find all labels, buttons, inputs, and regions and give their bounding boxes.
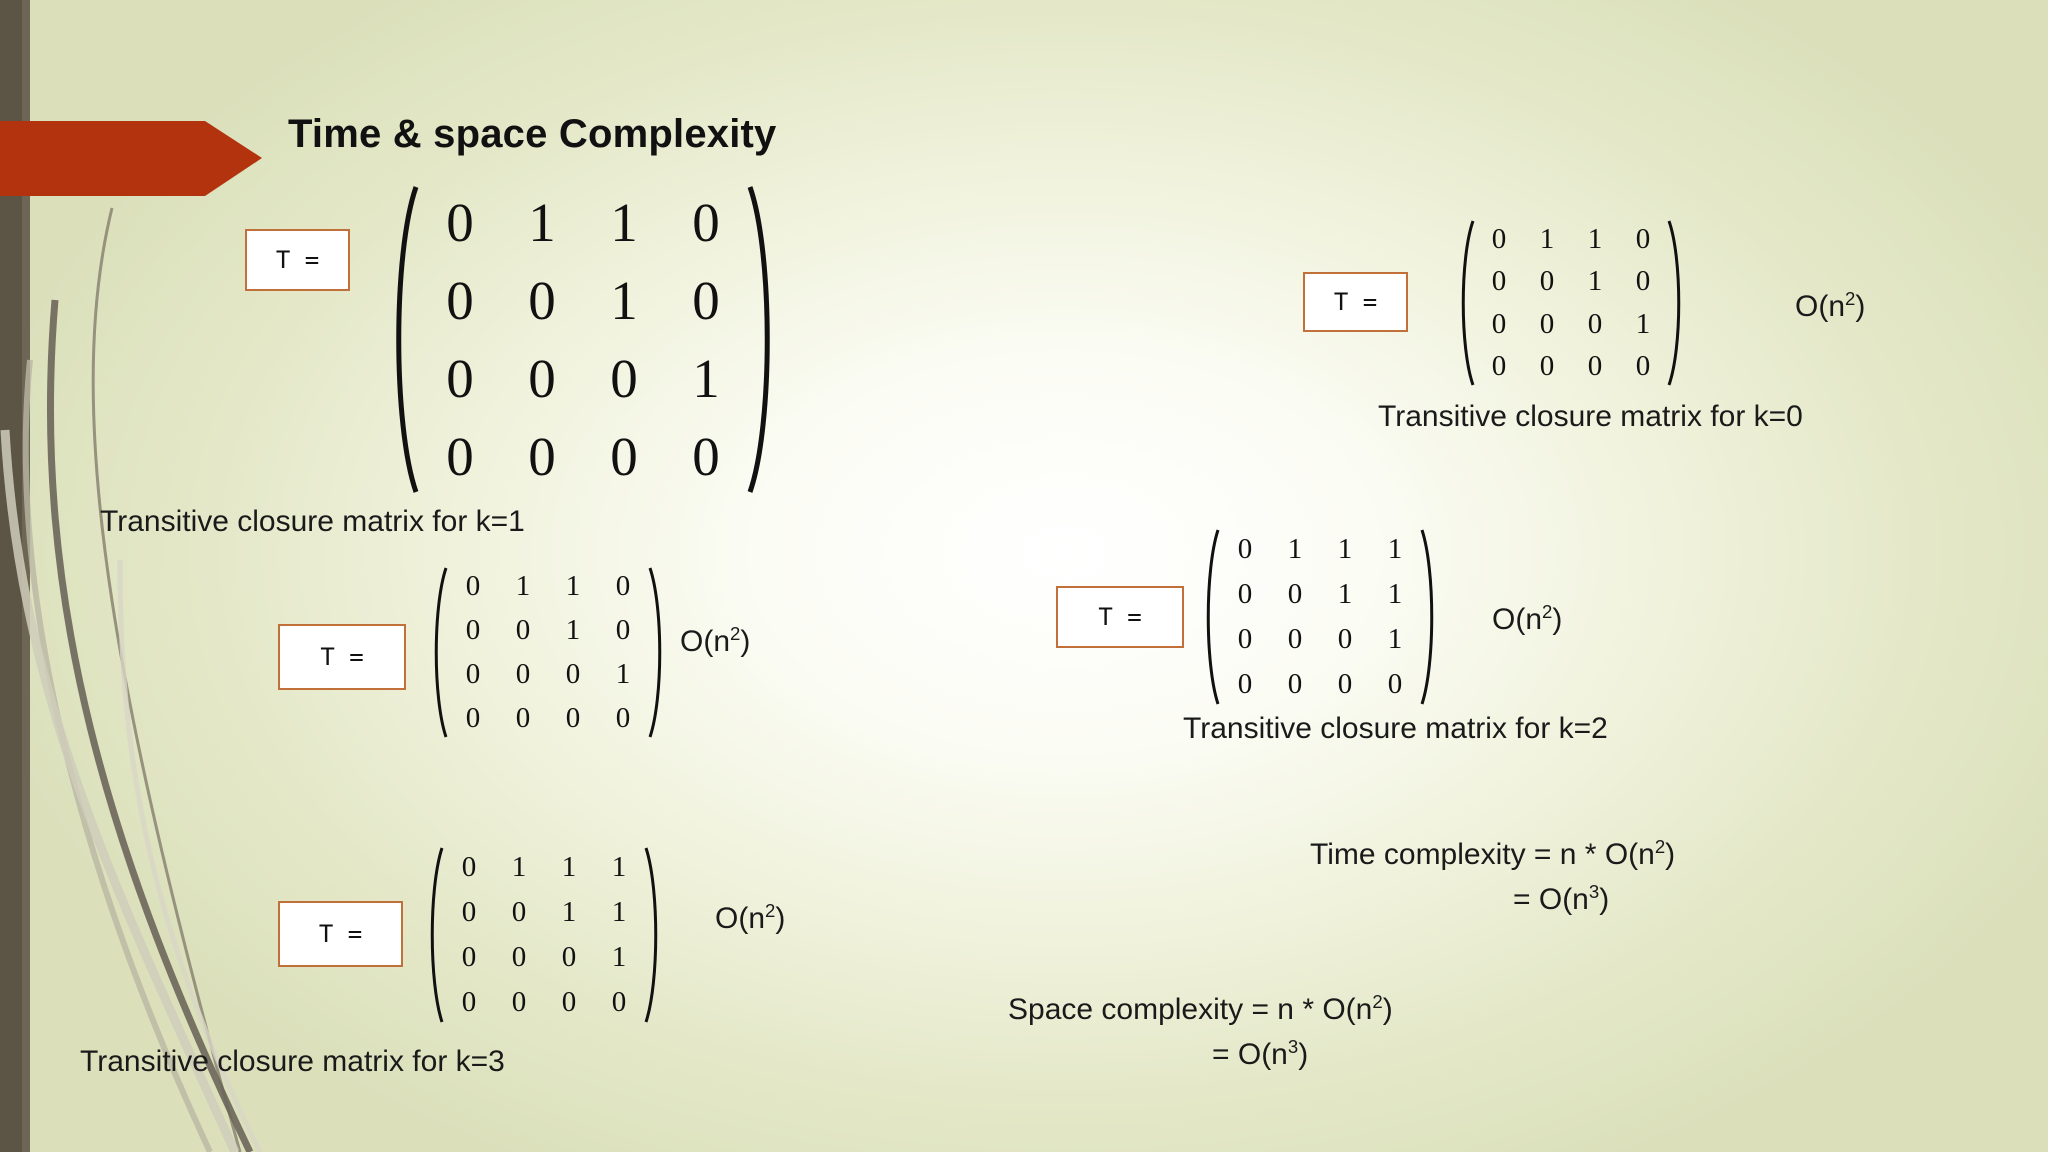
matrix-cell: 1 bbox=[1387, 533, 1403, 565]
tbox-k0 bbox=[1303, 272, 1408, 332]
space-complexity-close: ) bbox=[1382, 993, 1393, 1026]
matrix-cell: 1 bbox=[561, 896, 577, 928]
matrix-cell: 0 bbox=[1635, 350, 1651, 383]
matrix-cell: 0 bbox=[465, 614, 481, 647]
matrix-cell: 0 bbox=[511, 896, 527, 928]
matrix-cell: 0 bbox=[615, 614, 631, 647]
matrix-k0 bbox=[1455, 218, 1687, 388]
exponent: 2 bbox=[1542, 601, 1553, 622]
matrix-left-paren bbox=[1200, 527, 1220, 707]
matrix-cell: 0 bbox=[446, 426, 474, 488]
exponent: 2 bbox=[730, 623, 741, 644]
matrix-cell: 0 bbox=[515, 701, 531, 734]
matrix-cell: 1 bbox=[515, 570, 531, 603]
matrix-cell: 1 bbox=[692, 348, 720, 410]
matrix-cell: 0 bbox=[1337, 668, 1353, 700]
complexity-k0 bbox=[1795, 290, 1865, 324]
matrix-cell: 0 bbox=[615, 570, 631, 603]
space-complexity-line2 bbox=[1212, 1038, 1308, 1072]
caption-k0: Transitive closure matrix for k=0 bbox=[1378, 400, 1803, 433]
matrix-cell: 0 bbox=[565, 701, 581, 734]
matrix-cell: 0 bbox=[610, 426, 638, 488]
matrix-cell: 0 bbox=[515, 657, 531, 690]
space-complexity-result: = $O(n^3)$ bbox=[1212, 1036, 1309, 1071]
matrix-cell: 0 bbox=[528, 348, 556, 410]
matrix-cell: 0 bbox=[1491, 350, 1507, 383]
time-complexity-line1 bbox=[1310, 838, 1675, 872]
matrix-cell: 0 bbox=[561, 986, 577, 1018]
matrix-cell: 1 bbox=[615, 657, 631, 690]
matrix-cell: 1 bbox=[611, 896, 627, 928]
matrix-cell: 0 bbox=[1237, 623, 1253, 655]
matrix-cell: 0 bbox=[528, 269, 556, 331]
matrix-cell: 0 bbox=[1539, 307, 1555, 340]
matrix-cell: 0 bbox=[446, 348, 474, 410]
tbox-label: T = bbox=[320, 643, 364, 671]
matrix-cell: 0 bbox=[1287, 668, 1303, 700]
time-complexity-close: ) bbox=[1665, 838, 1676, 871]
matrix-cell: 1 bbox=[1587, 222, 1603, 255]
matrix-cell: 0 bbox=[1387, 668, 1403, 700]
matrix-cell: 0 bbox=[692, 426, 720, 488]
matrix-right-paren bbox=[644, 845, 664, 1025]
matrix-cells bbox=[1220, 527, 1420, 707]
matrix-left-paren bbox=[424, 845, 444, 1025]
matrix-cell: 1 bbox=[611, 941, 627, 973]
matrix-cell: 0 bbox=[511, 941, 527, 973]
matrix-cell: 0 bbox=[446, 269, 474, 331]
matrix-cell: 0 bbox=[1287, 623, 1303, 655]
matrix-cell: 0 bbox=[1237, 533, 1253, 565]
exponent: 2 bbox=[1654, 836, 1666, 857]
title-arrow-banner bbox=[0, 121, 262, 196]
matrix-cells bbox=[444, 845, 644, 1025]
matrix-cell: 0 bbox=[1587, 307, 1603, 340]
complexity-text: $O(n^2)$ bbox=[1795, 288, 1866, 323]
time-complexity-text: Time complexity = n * O(n bbox=[1310, 838, 1655, 871]
matrix-cell: 1 bbox=[1539, 222, 1555, 255]
complexity-k3 bbox=[715, 902, 785, 936]
matrix-cell: 0 bbox=[528, 426, 556, 488]
time-complexity-result: = $O(n^3)$ bbox=[1513, 881, 1610, 916]
matrix-cell: 1 bbox=[610, 191, 638, 253]
matrix-right-paren bbox=[1420, 527, 1440, 707]
matrix-left-paren bbox=[428, 565, 448, 740]
matrix-cell: 0 bbox=[1287, 578, 1303, 610]
exponent: 2 bbox=[1372, 991, 1383, 1012]
matrix-cell: 0 bbox=[465, 701, 481, 734]
matrix-cells bbox=[448, 565, 648, 740]
space-complexity-text: Space complexity = n * O(n bbox=[1008, 993, 1373, 1026]
matrix-cell: 1 bbox=[561, 851, 577, 883]
matrix-cell: 0 bbox=[1491, 222, 1507, 255]
matrix-cell: 0 bbox=[692, 191, 720, 253]
matrix-cell: 0 bbox=[561, 941, 577, 973]
matrix-cell: 1 bbox=[528, 191, 556, 253]
matrix-cell: 0 bbox=[692, 269, 720, 331]
matrix-cell: 0 bbox=[1539, 350, 1555, 383]
matrix-cell: 0 bbox=[1491, 265, 1507, 298]
matrix-cell: 0 bbox=[615, 701, 631, 734]
complexity-text: $O(n^2)$ bbox=[1492, 601, 1563, 636]
tbox-label: T = bbox=[318, 920, 363, 948]
tbox-k1-big bbox=[245, 229, 350, 291]
matrix-k2 bbox=[1200, 527, 1440, 707]
matrix-cell: 0 bbox=[1337, 623, 1353, 655]
tbox-label: T = bbox=[1333, 288, 1378, 316]
exponent: 3 bbox=[1588, 881, 1600, 902]
caption-k2: Transitive closure matrix for k=2 bbox=[1183, 712, 1608, 745]
matrix-cell: 0 bbox=[1587, 350, 1603, 383]
complexity-k1 bbox=[680, 625, 750, 659]
tbox-k1-small bbox=[278, 624, 406, 690]
matrix-cell: 0 bbox=[461, 941, 477, 973]
matrix-cell: 0 bbox=[446, 191, 474, 253]
matrix-cell: 0 bbox=[1491, 307, 1507, 340]
matrix-cell: 0 bbox=[1237, 578, 1253, 610]
matrix-cell: 1 bbox=[1337, 533, 1353, 565]
matrix-cell: 0 bbox=[610, 348, 638, 410]
page-title: Time & space Complexity bbox=[288, 112, 777, 156]
matrix-cell: 1 bbox=[611, 851, 627, 883]
matrix-k3 bbox=[424, 845, 664, 1025]
matrix-right-paren bbox=[747, 183, 781, 496]
matrix-k1-big bbox=[385, 183, 781, 496]
matrix-cells bbox=[1475, 218, 1667, 388]
matrix-cell: 0 bbox=[611, 986, 627, 1018]
tbox-k3 bbox=[278, 901, 403, 967]
time-complexity-line2 bbox=[1513, 883, 1609, 917]
matrix-cell: 1 bbox=[1387, 623, 1403, 655]
exponent: 2 bbox=[765, 900, 776, 921]
caption-k1: Transitive closure matrix for k=1 bbox=[100, 505, 525, 538]
matrix-cell: 0 bbox=[461, 896, 477, 928]
matrix-cell: 0 bbox=[1237, 668, 1253, 700]
matrix-cell: 0 bbox=[465, 570, 481, 603]
matrix-k1-small bbox=[428, 565, 668, 740]
tbox-label: T = bbox=[1098, 603, 1142, 631]
matrix-cell: 1 bbox=[610, 269, 638, 331]
caption-k3: Transitive closure matrix for k=3 bbox=[80, 1045, 505, 1078]
tbox-k2 bbox=[1056, 586, 1184, 648]
tbox-label: T = bbox=[275, 246, 320, 274]
matrix-cell: 0 bbox=[465, 657, 481, 690]
matrix-cell: 1 bbox=[1337, 578, 1353, 610]
matrix-cell: 0 bbox=[461, 986, 477, 1018]
complexity-text: $O(n^2)$ bbox=[680, 623, 751, 658]
space-complexity-line1 bbox=[1008, 993, 1393, 1027]
matrix-left-paren bbox=[385, 183, 419, 496]
matrix-right-paren bbox=[648, 565, 668, 740]
matrix-cell: 1 bbox=[1635, 307, 1651, 340]
complexity-text: $O(n^2)$ bbox=[715, 900, 786, 935]
matrix-right-paren bbox=[1667, 218, 1687, 388]
exponent: 3 bbox=[1287, 1036, 1299, 1057]
matrix-cells bbox=[419, 183, 747, 496]
matrix-cell: 1 bbox=[511, 851, 527, 883]
matrix-cell: 0 bbox=[461, 851, 477, 883]
matrix-cell: 1 bbox=[565, 614, 581, 647]
matrix-cell: 0 bbox=[1635, 222, 1651, 255]
matrix-cell: 1 bbox=[565, 570, 581, 603]
exponent: 2 bbox=[1845, 288, 1856, 309]
matrix-left-paren bbox=[1455, 218, 1475, 388]
matrix-cell: 1 bbox=[1387, 578, 1403, 610]
matrix-cell: 0 bbox=[1539, 265, 1555, 298]
matrix-cell: 0 bbox=[565, 657, 581, 690]
matrix-cell: 1 bbox=[1587, 265, 1603, 298]
matrix-cell: 0 bbox=[511, 986, 527, 1018]
complexity-k2 bbox=[1492, 603, 1562, 637]
matrix-cell: 0 bbox=[1635, 265, 1651, 298]
matrix-cell: 1 bbox=[1287, 533, 1303, 565]
matrix-cell: 0 bbox=[515, 614, 531, 647]
